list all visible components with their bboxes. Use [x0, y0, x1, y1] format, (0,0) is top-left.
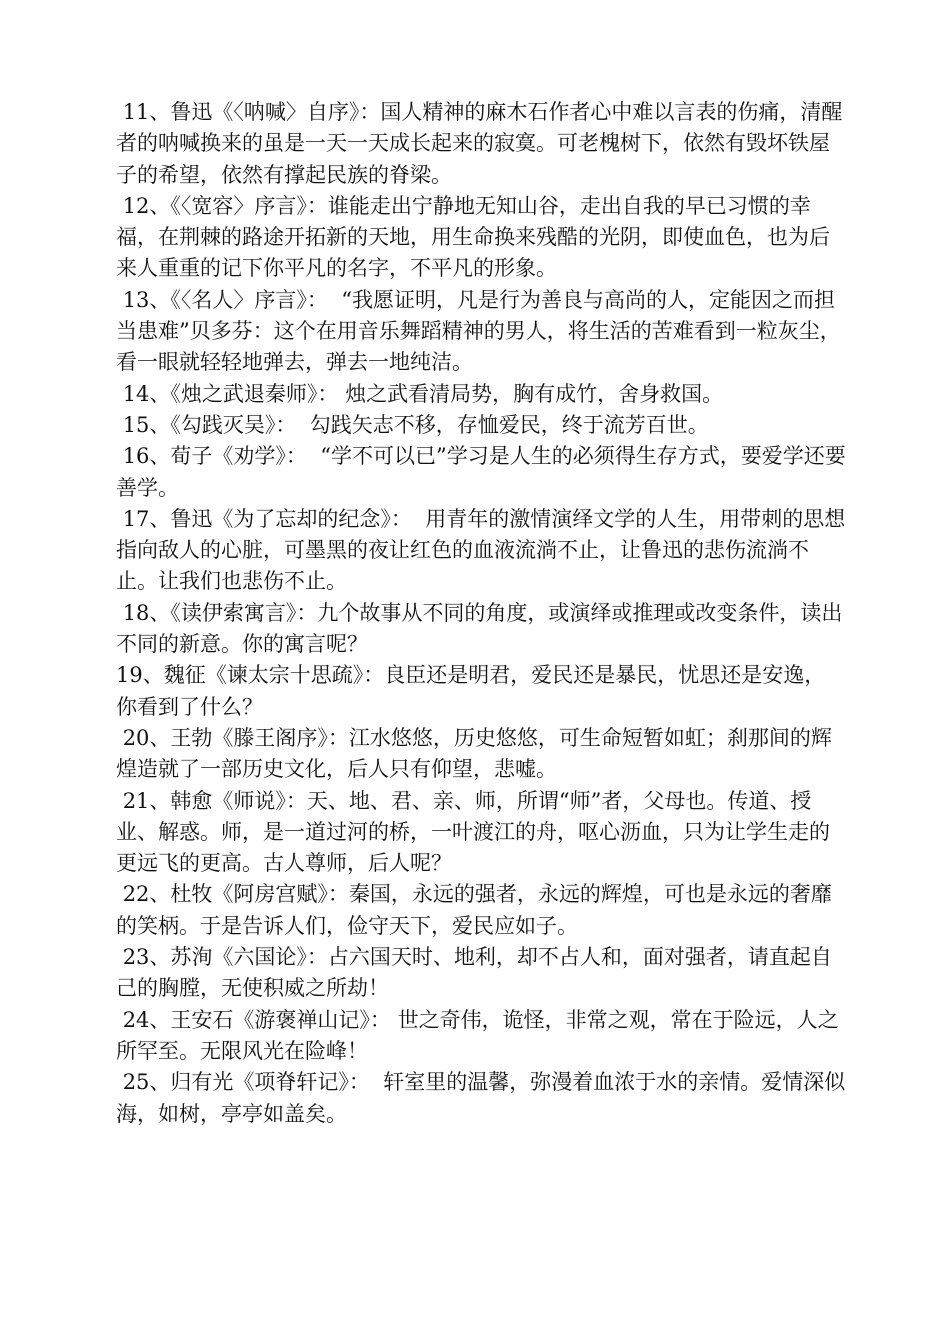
entry-12: 12、《〈宽容〉序言》：谁能走出宁静地无知山谷，走出自我的早已习惯的幸福，在荆棘的路途开拓新的天地，用生命换来残酷的光阴，即使血色，也为后来人重重的记下你平凡的名字，不平凡的形象。 [116, 193, 830, 281]
entry-11: 11、鲁迅《〈呐喊〉自序》：国人精神的麻木石作者心中难以言表的伤痛，清醒者的呐喊换来的虽是一天一天成长起来的寂寞。可老槐树下，依然有毁坏铁屋子的希望，依然有撑起民族的脊梁。 [116, 100, 843, 187]
entry-19: 19、魏征《谏太宗十思疏》：良臣还是明君，爱民还是暴民，忧思还是安逸，你看到了什么？ [116, 663, 826, 719]
entry-23: 23、苏洵《六国论》：占六国天时、地利，却不占人和，面对强者，请直起自己的胸膛，无使积威之所劫！ [116, 945, 832, 1001]
entry-22: 22、杜牧《阿房宫赋》：秦国，永远的强者，永远的辉煌，可也是永远的奢靡的笑柄。于是告诉人们，俭守天下，爱民应如子。 [116, 882, 832, 938]
entry-20: 20、王勃《滕王阁序》：江水悠悠，历史悠悠，可生命短暂如虹；刹那间的辉煌造就了一部历史文化，后人只有仰望，悲嘘。 [116, 725, 832, 782]
entry-24: 24、王安石《游褒禅山记》： 世之奇伟，诡怪，非常之观，常在于险远，人之所罕至。无限风光在险峰！ [116, 1007, 839, 1063]
entry-16: 16、荀子《劝学》： “学不可以已”学习是人生的必须得生存方式，要爱学还要善学。 [116, 444, 846, 500]
entry-25: 25、归有光《项脊轩记》： 轩室里的温馨，弥漫着血浓于水的亲情。爱情深似海，如树，亭亭如盖矣。 [116, 1070, 846, 1126]
entry-15: 15、《勾践灭吴》： 勾践矢志不移，存恤爱民，终于流芳百世。 [116, 412, 709, 437]
document-body [116, 97, 846, 1130]
entry-17: 17、鲁迅《为了忘却的纪念》： 用青年的激情演绎文学的人生，用带刺的思想指向敌人的心脏，可墨黑的夜让红色的血液流淌不止，让鲁迅的悲伤流淌不止。让我们也悲伤不止。 [116, 506, 846, 594]
entry-13: 13、《〈名人〉序言》： “我愿证明，凡是行为善良与高尚的人，定能因之而担当患难”贝多芬：这个在用音乐舞蹈精神的男人，将生活的苦难看到一粒灰尘，看一眼就轻轻地弹去，弹去一地纯洁。 [116, 287, 841, 375]
entry-14: 14、《烛之武退秦师》： 烛之武看清局势，胸有成竹，舍身救国。 [116, 381, 724, 406]
entry-21: 21、韩愈《师说》：天、地、君、亲、师，所谓“师”者，父母也。传道、授业、解惑。师，是一道过河的桥，一叶渡江的舟，呕心沥血，只为让学生走的更远飞的更高。古人尊师，后人呢？ [116, 788, 830, 876]
entry-18: 18、《读伊索寓言》：九个故事从不同的角度，或演绎或推理或改变条件，读出不同的新意。你的寓言呢？ [116, 600, 843, 657]
